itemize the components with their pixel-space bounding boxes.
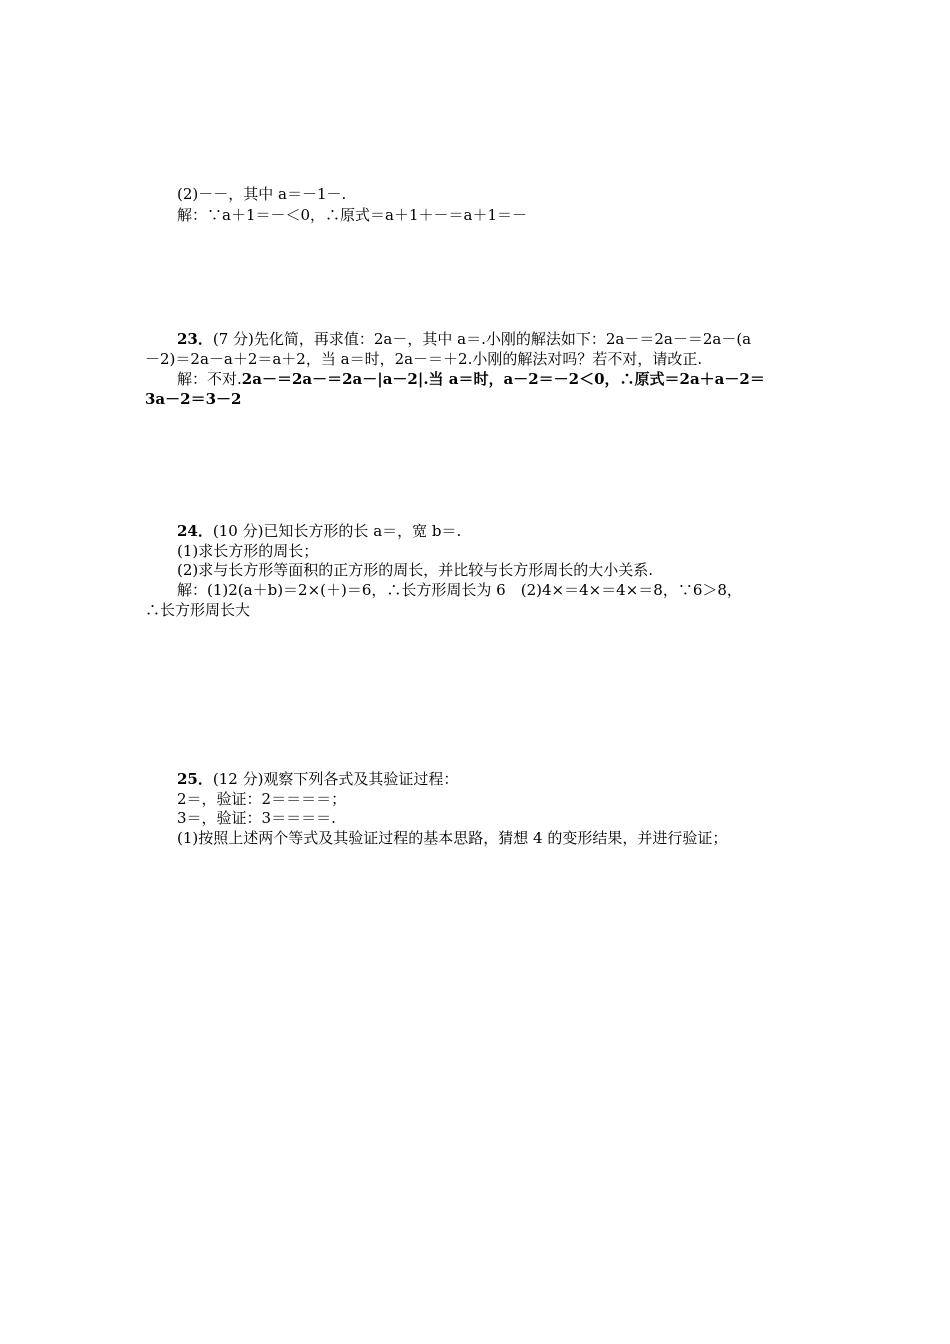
q24-solution-line2: ∴长方形周长大 xyxy=(145,601,251,619)
q24-part1: (1)求长方形的周长； xyxy=(177,542,319,560)
q24-stem-text: (10 分)已知长方形的长 a＝，宽 b＝. xyxy=(212,522,462,540)
q24-number: 24． xyxy=(177,522,213,540)
q25-stem xyxy=(177,769,458,789)
q23-solution-line1 xyxy=(177,369,765,389)
q25-example1: 2＝，验证：2＝＝＝＝； xyxy=(177,790,347,808)
q25-example2: 3＝，验证：3＝＝＝＝. xyxy=(177,809,336,827)
q25-part1: (1)按照上述两个等式及其验证过程的基本思路，猜想 4 的变形结果，并进行验证； xyxy=(177,829,728,847)
q22-solution: 解：∵a＋1＝－＜0，∴原式＝a＋1＋－＝a＋1＝－ xyxy=(177,206,528,224)
q23-number: 23． xyxy=(177,330,213,348)
q23-stem-line1 xyxy=(177,329,751,349)
q23-solution-text: 2a－＝2a－＝2a－|a－2|.当 a＝时，a－2＝－2＜0，∴原式＝2a＋a－2＝ xyxy=(241,370,765,388)
q23-stem-line2: －2)＝2a－a＋2＝a＋2，当 a＝时，2a－＝＋2.小刚的解法对吗？若不对，请改正. xyxy=(145,350,703,368)
q25-number: 25． xyxy=(177,770,213,788)
q25-stem-text: (12 分)观察下列各式及其验证过程： xyxy=(212,770,459,788)
q24-stem xyxy=(177,521,461,541)
q22-part2: (2)－－，其中 a＝－1－. xyxy=(177,185,347,203)
q23-stem-text: (7 分)先化简，再求值：2a－，其中 a＝.小刚的解法如下：2a－＝2a－＝2a－(a xyxy=(212,330,752,348)
q24-solution-line1: 解：(1)2(a＋b)＝2×(＋)＝6，∴长方形周长为 6 (2)4×＝4×＝4×＝8，∵6＞8， xyxy=(177,581,742,599)
q24-part2: (2)求与长方形等面积的正方形的周长，并比较与长方形周长的大小关系. xyxy=(177,561,654,579)
q23-solution-prefix: 解：不对. xyxy=(177,370,242,388)
q23-solution-line2: 3a－2＝3－2 xyxy=(145,390,242,408)
